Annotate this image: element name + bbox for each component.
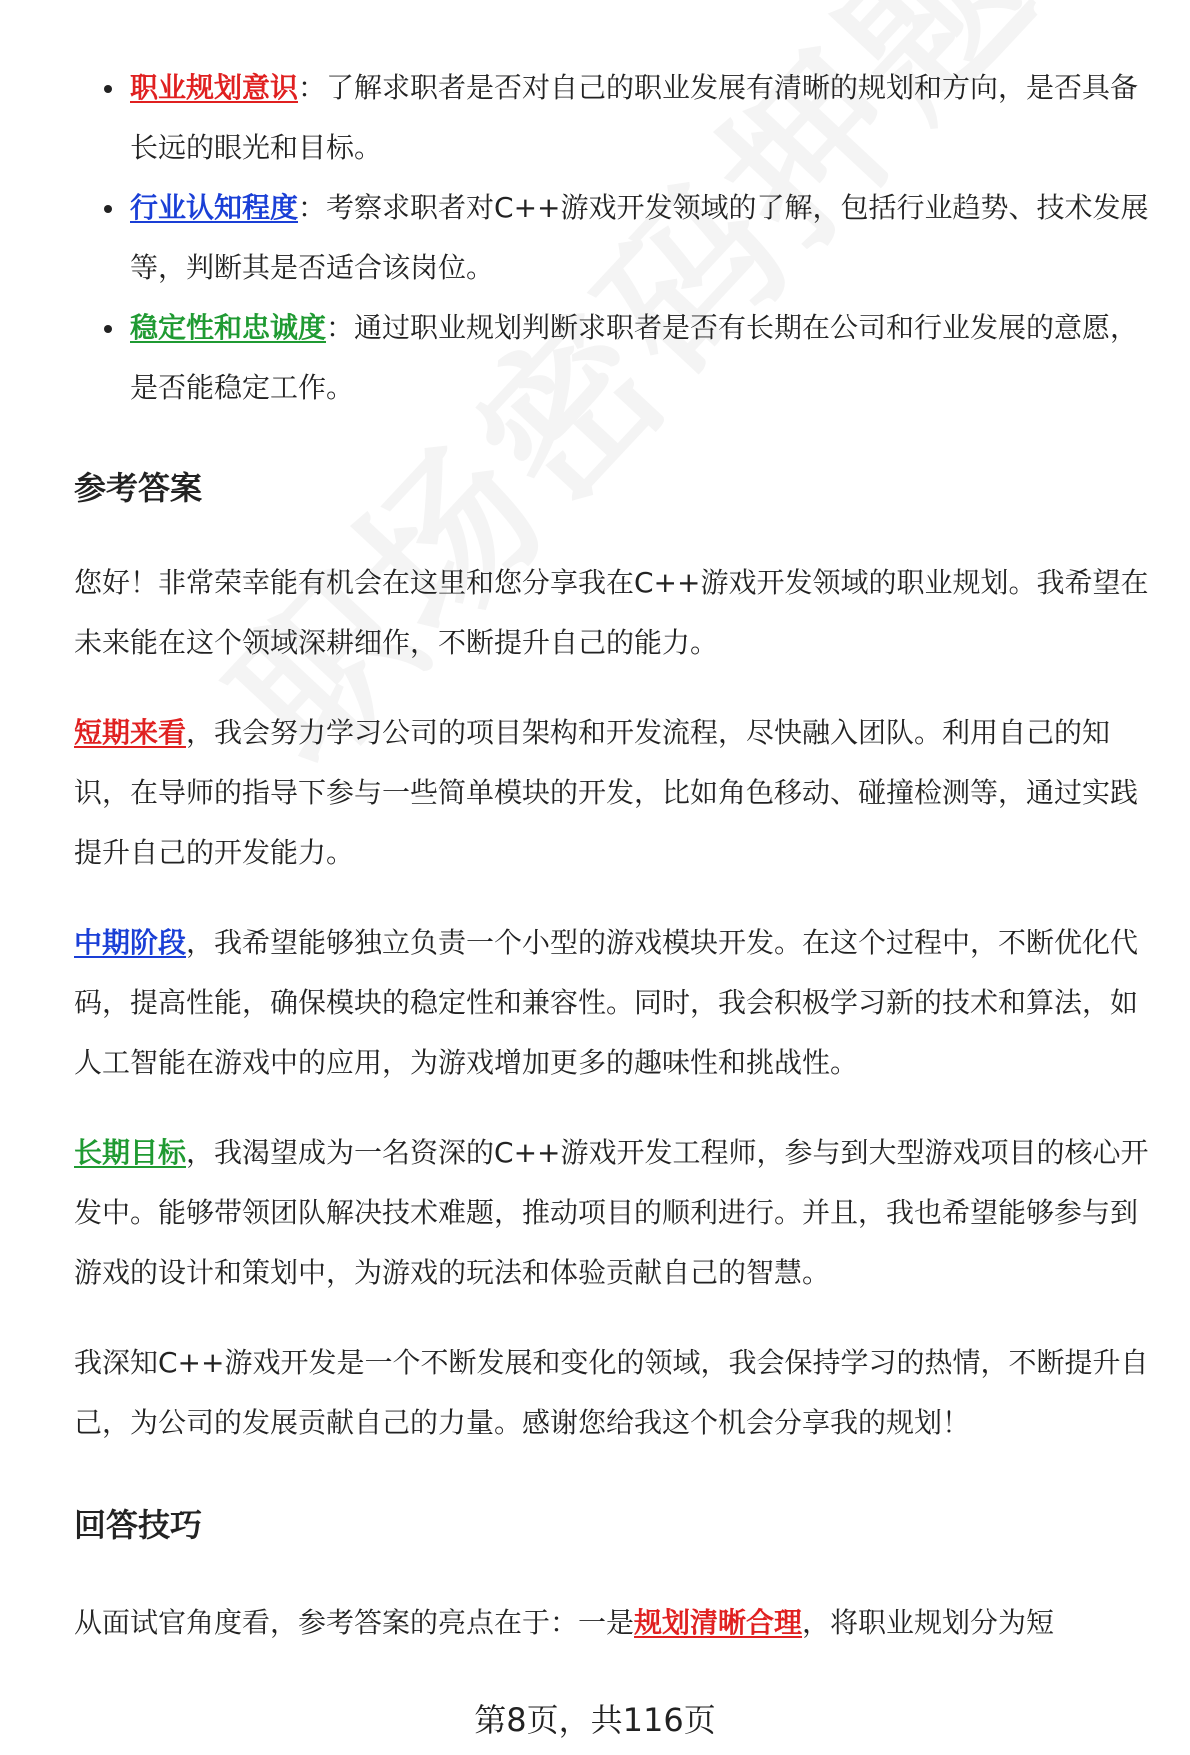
- list-item-text: ：通过职业规划判断求职者是否有长期在公司和行业发展的意愿，是否能稳定工作。: [130, 311, 1139, 404]
- list-item: [100, 58, 1158, 178]
- list-item-text: ：了解求职者是否对自己的职业发展有清晰的规划和方向，是否具备长远的眼光和目标。: [130, 71, 1139, 164]
- keyword-clear-planning: 规划清晰合理: [634, 1606, 803, 1639]
- answer-intro-paragraph: 您好！非常荣幸能有机会在这里和您分享我在C++游戏开发领域的职业规划。我希望在未来能在这个领域深耕细作，不断提升自己的能力。: [74, 566, 1149, 659]
- list-item-text: ：考察求职者对C++游戏开发领域的了解，包括行业趋势、技术发展等，判断其是否适合该岗位。: [130, 191, 1149, 284]
- keyword-industry-awareness: 行业认知程度: [130, 191, 299, 224]
- section-title-reference-answer: 参考答案: [74, 469, 203, 507]
- tips-text: ，将职业规划分为短: [802, 1606, 1055, 1639]
- long-term-paragraph: [74, 1123, 1162, 1303]
- long-term-text: ，我渴望成为一名资深的C++游戏开发工程师，参与到大型游戏项目的核心开发中。能够带领团队解决技术难题，推动项目的顺利进行。并且，我也希望能够参与到游戏的设计和策划中，为游戏的玩法和体验贡献自己的智慧。: [74, 1136, 1149, 1289]
- list-item: [100, 298, 1158, 418]
- tips-prefix: 从面试官角度看，参考答案的亮点在于：一是: [74, 1606, 635, 1639]
- mid-term-paragraph: [74, 913, 1162, 1093]
- keyword-stability-loyalty: 稳定性和忠诚度: [130, 311, 327, 344]
- section-title-answer-tips: 回答技巧: [74, 1506, 203, 1544]
- keyword-mid-term: 中期阶段: [74, 926, 187, 959]
- tips-paragraph: [74, 1593, 1162, 1653]
- evaluation-points-list: [100, 58, 1158, 418]
- list-item: [100, 178, 1158, 298]
- keyword-long-term: 长期目标: [74, 1136, 187, 1169]
- mid-term-text: ，我希望能够独立负责一个小型的游戏模块开发。在这个过程中，不断优化代码，提高性能，确保模块的稳定性和兼容性。同时，我会积极学习新的技术和算法，如人工智能在游戏中的应用，为游戏增加更多的趣味性和挑战性。: [74, 926, 1139, 1079]
- short-term-text: ，我会努力学习公司的项目架构和开发流程，尽快融入团队。利用自己的知识，在导师的指导下参与一些简单模块的开发，比如角色移动、碰撞检测等，通过实践提升自己的开发能力。: [74, 716, 1139, 869]
- short-term-paragraph: [74, 703, 1162, 883]
- keyword-career-planning: 职业规划意识: [130, 71, 299, 104]
- answer-closing-paragraph: 我深知C++游戏开发是一个不断发展和变化的领域，我会保持学习的热情，不断提升自己，为公司的发展贡献自己的力量。感谢您给我这个机会分享我的规划！: [74, 1346, 1149, 1439]
- keyword-short-term: 短期来看: [74, 716, 187, 749]
- page-number: 第8页，共116页: [474, 1701, 716, 1739]
